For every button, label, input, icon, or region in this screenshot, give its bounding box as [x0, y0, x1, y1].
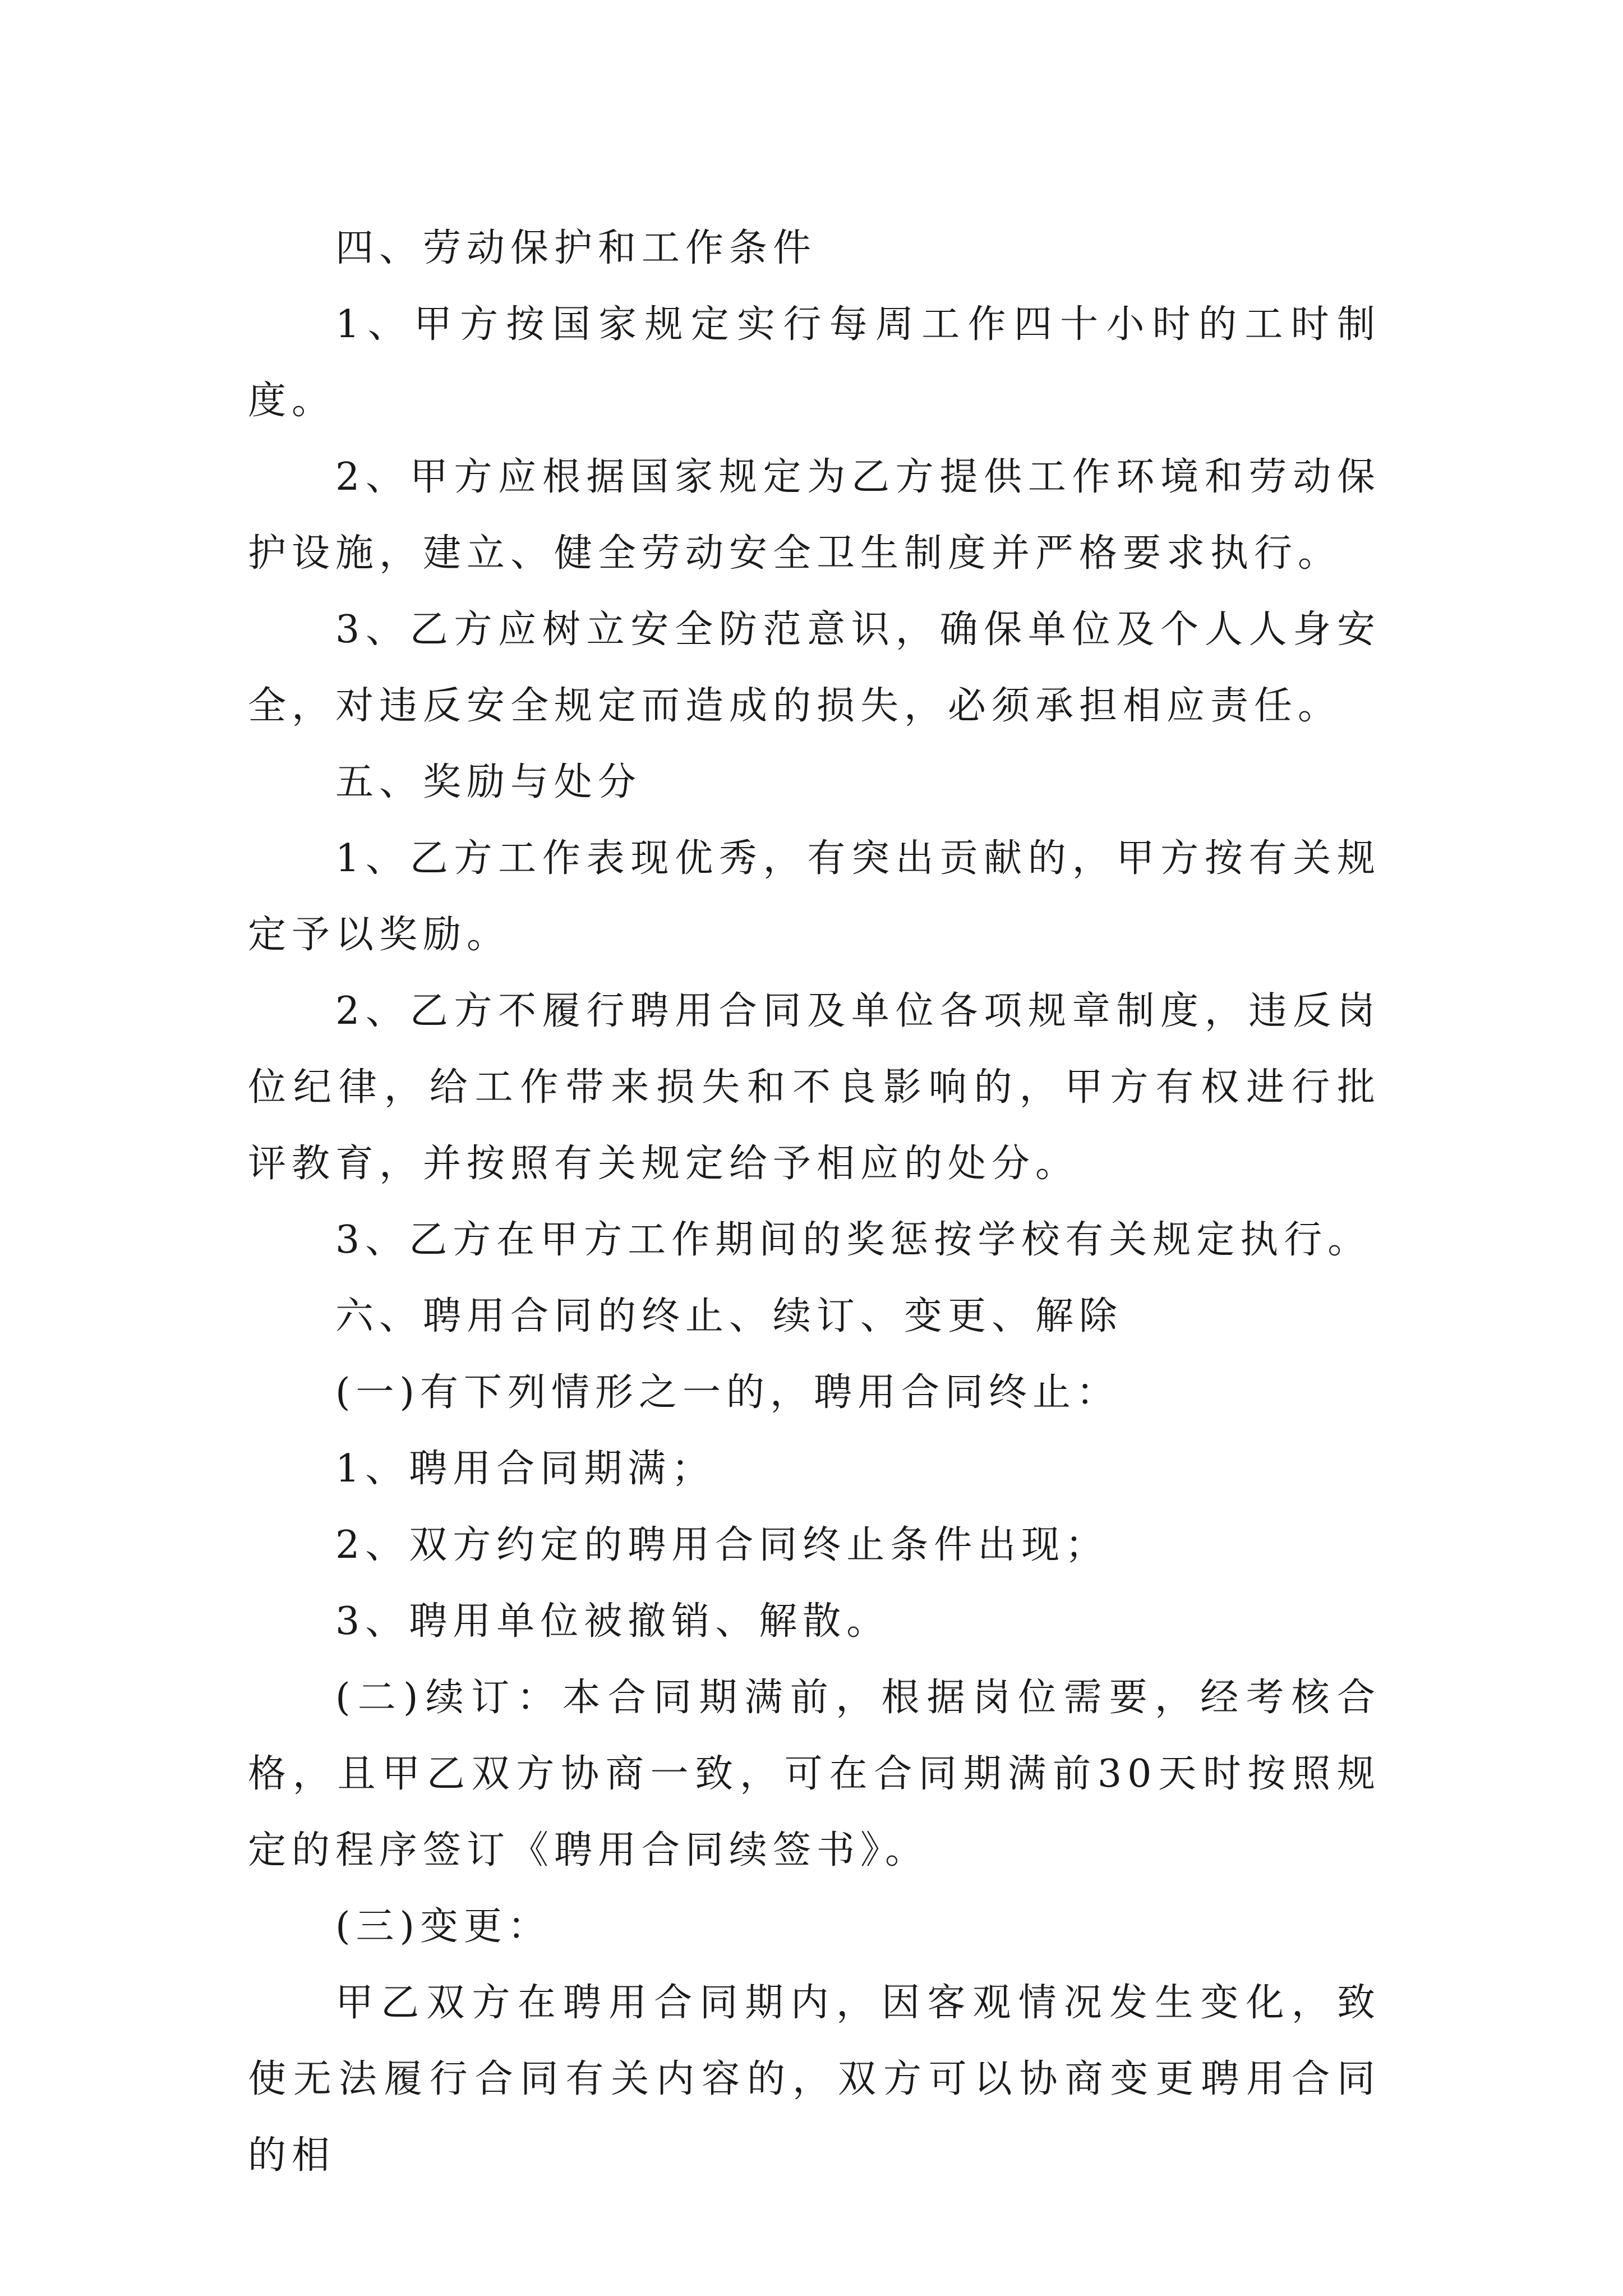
- paragraph: 1、甲方按国家规定实行每周工作四十小时的工时制度。: [248, 302, 1381, 423]
- paragraph: (二)续订：本合同期满前，根据岗位需要，经考核合格，且甲乙双方协商一致，可在合同期满前30天时按照规定的程序签订《聘用合同续签书》。: [248, 1676, 1381, 1872]
- paragraph: 1、聘用合同期满；: [335, 1447, 716, 1491]
- paragraph: 甲乙双方在聘用合同期内，因客观情况发生变化，致使无法履行合同有关内容的，双方可以协商变更聘用合同的相: [248, 1981, 1381, 2178]
- document-body: [248, 210, 1381, 2194]
- section-heading-rewards-penalties: 五、奖励与处分: [335, 760, 642, 804]
- section-heading-contract-termination: 六、聘用合同的终止、续订、变更、解除: [335, 1294, 1123, 1338]
- paragraph: 3、聘用单位被撤销、解散。: [335, 1599, 891, 1644]
- paragraph: 2、甲方应根据国家规定为乙方提供工作环境和劳动保护设施，建立、健全劳动安全卫生制度并严格要求执行。: [248, 455, 1381, 576]
- paragraph: 1、乙方工作表现优秀，有突出贡献的，甲方按有关规定予以奖励。: [248, 836, 1381, 957]
- section-heading-labor-protection: 四、劳动保护和工作条件: [335, 226, 817, 270]
- paragraph: 2、乙方不履行聘用合同及单位各项规章制度，违反岗位纪律，给工作带来损失和不良影响的，甲方有权进行批评教育，并按照有关规定给予相应的处分。: [248, 989, 1381, 1186]
- paragraph: 2、双方约定的聘用合同终止条件出现；: [335, 1523, 1109, 1567]
- paragraph: (三)变更：: [335, 1904, 552, 1949]
- paragraph: 3、乙方在甲方工作期间的奖惩按学校有关规定执行。: [335, 1218, 1372, 1262]
- paragraph: 3、乙方应树立安全防范意识，确保单位及个人人身安全，对违反安全规定而造成的损失，必须承担相应责任。: [248, 608, 1381, 728]
- paragraph: (一)有下列情形之一的，聘用合同终止：: [335, 1370, 1121, 1415]
